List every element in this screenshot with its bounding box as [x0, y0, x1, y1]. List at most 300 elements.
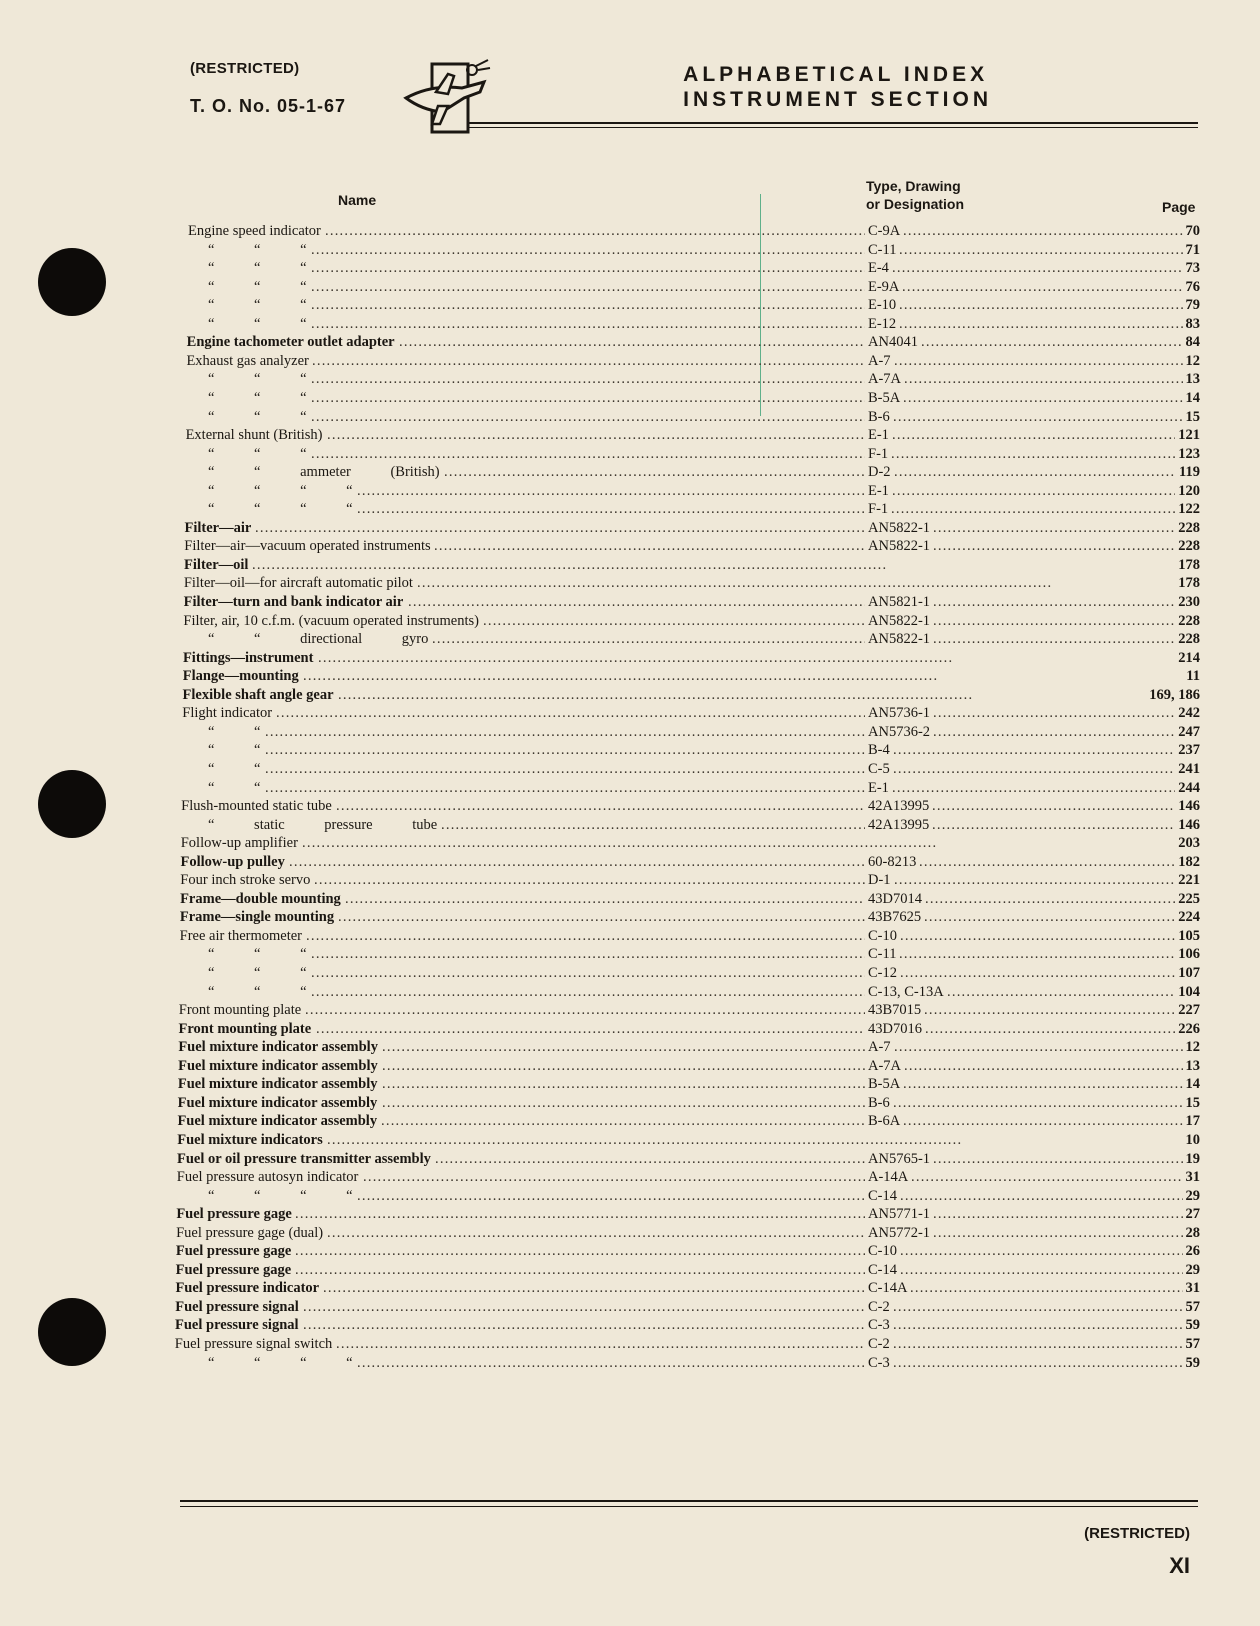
entry-page-number: 19: [1185, 1150, 1200, 1167]
entry-type-designation: AN5821-1: [868, 594, 931, 610]
restricted-marking-top: (RESTRICTED): [190, 60, 300, 77]
entry-page-number: 178: [1178, 575, 1200, 592]
entry-page-number: 169, 186: [1149, 686, 1200, 703]
entry-name: Four inch stroke servo: [180, 872, 311, 889]
entry-page-number: 146: [1178, 816, 1200, 833]
entry-page-number: 241: [1178, 760, 1200, 777]
entry-name: Fuel pressure gage (dual): [176, 1224, 324, 1241]
entry-name: Fuel pressure signal: [175, 1317, 299, 1334]
entry-name: Fuel mixture indicator assembly: [177, 1076, 378, 1093]
entry-type-designation: A-7A: [868, 1057, 902, 1074]
dot-leader: [363, 1167, 865, 1187]
entry-page-number: 31: [1185, 1280, 1200, 1297]
entry-page-number: 13: [1185, 371, 1200, 388]
entry-type-designation: B-6A: [868, 1113, 901, 1130]
index-entry-row: [0, 295, 1260, 315]
dot-leader: [312, 351, 865, 371]
dot-leader: [893, 1334, 1183, 1354]
entry-page-number: 178: [1178, 556, 1200, 573]
title-line-1: ALPHABETICAL INDEX: [683, 63, 989, 86]
entry-type-designation: C-12: [868, 965, 897, 981]
entry-page-number: 203: [1178, 835, 1200, 852]
index-entry-row: [0, 722, 1260, 742]
entry-name: Fuel pressure signal: [175, 1298, 299, 1315]
entry-type-designation: A-7A: [868, 371, 902, 388]
dot-leader: [305, 1000, 865, 1020]
entry-page-number: 120: [1178, 482, 1200, 499]
dot-leader: [902, 277, 1183, 297]
dot-leader: [933, 518, 1175, 538]
dot-leader: [894, 351, 1183, 371]
entry-name: Flush-mounted static tube: [181, 798, 332, 815]
entry-type-designation: AN5736-1: [868, 705, 931, 722]
entry-page-number: 27: [1185, 1206, 1200, 1223]
entry-name: “ “: [208, 742, 261, 759]
index-entry-row: [0, 388, 1260, 408]
dot-leader: [893, 1093, 1183, 1113]
dot-leader: [933, 536, 1175, 556]
entry-name: “ “ “ “: [208, 1187, 353, 1204]
entry-name: Filter—air: [184, 519, 252, 536]
entry-type-designation: D-1: [868, 872, 891, 889]
dot-leader: [306, 926, 865, 946]
dot-leader: [357, 1186, 865, 1206]
dot-leader: [311, 277, 865, 297]
dot-leader: [311, 240, 865, 260]
dot-leader: [900, 1241, 1183, 1261]
index-entry-row: [0, 685, 1260, 705]
dot-leader: [311, 944, 865, 964]
title-line-2: INSTRUMENT SECTION: [683, 88, 992, 111]
entry-name: “ “ “: [208, 278, 307, 295]
dot-leader: [893, 1297, 1183, 1317]
dot-leader: [894, 870, 1175, 890]
dot-leader: [314, 870, 865, 890]
index-entry-row: [0, 1334, 1260, 1354]
dot-leader: [265, 740, 865, 760]
index-entry-row: [0, 1093, 1260, 1113]
technical-order-number: T. O. No. 05-1-67: [190, 96, 347, 116]
dot-leader: [265, 778, 865, 798]
entry-page-number: 182: [1178, 853, 1200, 870]
entry-name: “ “ directional gyro: [208, 631, 429, 648]
index-entry-row: [0, 778, 1260, 798]
entry-name: “ “ “ “: [208, 482, 353, 499]
entry-name: Fuel pressure autosyn indicator: [176, 1169, 359, 1186]
dot-leader: [892, 778, 1175, 798]
dot-leader: [311, 388, 865, 408]
entry-name: Fuel pressure gage: [175, 1243, 292, 1260]
entry-type-designation: 42A13995: [868, 798, 930, 815]
dot-leader: [910, 1278, 1183, 1298]
dot-leader: [311, 444, 865, 464]
index-entry-row: [0, 1204, 1260, 1224]
index-entry-row: [0, 982, 1260, 1002]
entry-name: Engine speed indicator: [188, 223, 321, 239]
dot-leader: [899, 240, 1183, 260]
dot-leader: [925, 889, 1175, 909]
entry-name: Frame—double mounting: [180, 890, 341, 907]
entry-name: Fuel mixture indicator assembly: [177, 1113, 378, 1130]
index-entry-row: [0, 870, 1260, 890]
index-entry-row: [0, 1278, 1260, 1298]
entry-type-designation: C-2: [868, 1298, 890, 1315]
dot-leader: [904, 369, 1183, 389]
entry-type-designation: C-13, C-13A: [868, 983, 944, 1000]
entry-type-designation: C-14A: [868, 1280, 908, 1297]
entry-name: Follow-up amplifier: [180, 835, 298, 852]
index-entry-row: [0, 258, 1260, 278]
index-entry-row: [0, 796, 1260, 816]
dot-leader: [289, 852, 865, 872]
dot-leader: [311, 295, 865, 315]
index-entry-row: [0, 240, 1260, 260]
entry-name: Front mounting plate: [178, 1002, 302, 1019]
dot-leader: [276, 703, 865, 723]
entry-type-designation: AN5736-2: [868, 723, 931, 740]
entry-name: “ “ “: [208, 445, 307, 462]
entry-page-number: 146: [1178, 798, 1200, 815]
entry-name: Flight indicator: [182, 705, 273, 722]
dot-leader: [921, 332, 1183, 352]
dot-leader: [903, 1074, 1183, 1094]
index-entry-row: [0, 425, 1260, 445]
dot-leader: [336, 1334, 865, 1354]
entry-page-number: 14: [1185, 1076, 1200, 1093]
entry-page-number: 11: [1186, 668, 1200, 685]
index-entry-row: [0, 1111, 1260, 1131]
dot-leader: [903, 388, 1183, 408]
dot-leader: [892, 425, 1175, 445]
header-rule: [468, 122, 1198, 124]
dot-leader: [338, 907, 865, 927]
dot-leader: [382, 1037, 865, 1057]
index-entry-row: [0, 536, 1260, 556]
dot-leader: [382, 1074, 865, 1094]
entry-page-number: 57: [1185, 1298, 1200, 1315]
dot-leader: [899, 295, 1183, 315]
entry-page-number: 31: [1185, 1169, 1200, 1186]
entry-page-number: 12: [1185, 352, 1200, 369]
index-entry-row: [0, 1315, 1260, 1335]
entry-type-designation: AN5822-1: [868, 519, 931, 536]
dot-leader: [933, 611, 1175, 631]
dot-leader: [302, 833, 1175, 853]
entry-page-number: 29: [1185, 1261, 1200, 1278]
entry-name: Filter—oil—for aircraft automatic pilot: [183, 575, 413, 592]
entry-page-number: 59: [1185, 1354, 1200, 1371]
dot-leader: [434, 536, 865, 556]
entry-name: “ “ “: [208, 983, 307, 1000]
dot-leader: [311, 982, 865, 1002]
dot-leader: [311, 369, 865, 389]
index-entry-row: [0, 759, 1260, 779]
entry-type-designation: E-10: [868, 297, 897, 314]
entry-page-number: 230: [1178, 594, 1200, 610]
index-entry-row: [0, 481, 1260, 501]
entry-page-number: 227: [1178, 1002, 1200, 1019]
index-entry-row: [0, 1353, 1260, 1373]
header-rule-thin: [468, 127, 1198, 128]
index-entry-row: [0, 314, 1260, 334]
dot-leader: [893, 759, 1175, 779]
dot-leader: [892, 481, 1175, 501]
entry-name: “ “ “: [208, 389, 307, 406]
entry-type-designation: E-12: [868, 315, 897, 332]
entry-type-designation: F-1: [868, 501, 889, 518]
entry-name: Filter—oil: [184, 556, 249, 573]
index-entry-row: [0, 351, 1260, 371]
entry-name: “ “: [208, 723, 261, 740]
entry-page-number: 237: [1178, 742, 1200, 759]
dot-leader: [892, 258, 1183, 278]
index-entry-row: [0, 611, 1260, 631]
entry-name: “ “: [208, 779, 261, 796]
dot-leader: [295, 1260, 865, 1280]
entry-page-number: 10: [1185, 1131, 1200, 1148]
dot-leader: [311, 963, 865, 983]
dot-leader: [893, 1315, 1183, 1335]
entry-page-number: 122: [1178, 501, 1200, 518]
dot-leader: [303, 1297, 865, 1317]
dot-leader: [893, 407, 1183, 427]
entry-type-designation: C-2: [868, 1336, 890, 1352]
entry-page-number: 83: [1185, 315, 1200, 332]
entry-page-number: 242: [1178, 705, 1200, 722]
entry-type-designation: AN5771-1: [868, 1206, 931, 1223]
entry-type-designation: B-5A: [868, 1076, 901, 1093]
dot-leader: [933, 1204, 1183, 1224]
entry-name: Flexible shaft angle gear: [182, 686, 334, 703]
entry-name: “ “ “: [208, 408, 307, 425]
dot-leader: [311, 258, 865, 278]
dot-leader: [933, 1149, 1183, 1169]
entry-page-number: 247: [1178, 723, 1200, 740]
footer-rule-thin: [180, 1506, 1198, 1507]
entry-type-designation: A-14A: [868, 1169, 909, 1186]
entry-name: Frame—single mounting: [179, 909, 335, 926]
dot-leader: [891, 499, 1175, 519]
entry-page-number: 28: [1185, 1224, 1200, 1241]
dot-leader: [265, 759, 865, 779]
entry-page-number: 121: [1178, 427, 1200, 444]
entry-type-designation: AN5822-1: [868, 612, 931, 629]
entry-page-number: 228: [1178, 519, 1200, 536]
dot-leader: [303, 1315, 865, 1335]
entry-page-number: 13: [1185, 1057, 1200, 1074]
dot-leader: [904, 1056, 1183, 1076]
dot-leader: [933, 722, 1175, 742]
index-entry-row: [0, 833, 1260, 853]
dot-leader: [336, 796, 865, 816]
entry-page-number: 73: [1185, 260, 1200, 277]
entry-name: “ “ “: [208, 946, 307, 963]
entry-type-designation: D-2: [868, 464, 891, 481]
entry-type-designation: AN5822-1: [868, 538, 931, 555]
dot-leader: [252, 555, 1175, 575]
dot-leader: [338, 685, 1146, 705]
page-folio: XI: [1169, 1553, 1190, 1578]
dot-leader: [911, 1167, 1183, 1187]
entry-type-designation: C-14: [868, 1187, 897, 1204]
index-entry-row: [0, 1223, 1260, 1243]
dot-leader: [919, 852, 1175, 872]
entry-name: Filter, air, 10 c.f.m. (vacuum operated instruments): [183, 612, 479, 629]
entry-name: “ “ ammeter (British): [208, 464, 440, 481]
index-entry-row: [0, 1260, 1260, 1280]
entry-name: Fuel pressure signal switch: [174, 1336, 333, 1352]
dot-leader: [900, 1186, 1183, 1206]
index-entry-row: [0, 1186, 1260, 1206]
index-entry-row: [0, 926, 1260, 946]
entry-type-designation: AN5772-1: [868, 1224, 931, 1241]
entry-page-number: 214: [1178, 649, 1200, 666]
restricted-marking-bottom: (RESTRICTED): [1084, 1525, 1190, 1542]
entry-name: Fuel pressure gage: [175, 1261, 292, 1278]
entry-page-number: 228: [1178, 538, 1200, 555]
entry-type-designation: E-9A: [868, 278, 900, 295]
entry-name: “ “ “: [208, 241, 307, 258]
entry-page-number: 226: [1178, 1020, 1200, 1037]
entry-page-number: 15: [1185, 1094, 1200, 1111]
dot-leader: [357, 481, 865, 501]
entry-name: Fuel mixture indicators: [177, 1131, 323, 1148]
dot-leader: [932, 796, 1175, 816]
entry-name: “ “ “: [208, 371, 307, 388]
entry-name: “ “ “: [208, 260, 307, 277]
entry-page-number: 14: [1185, 389, 1200, 406]
entry-page-number: 76: [1185, 278, 1200, 295]
entry-type-designation: 43B7015: [868, 1002, 922, 1019]
entry-page-number: 228: [1178, 631, 1200, 648]
dot-leader: [903, 221, 1183, 241]
index-entry-row: [0, 1149, 1260, 1169]
dot-leader: [933, 1223, 1183, 1243]
index-entry-row: [0, 1056, 1260, 1076]
index-entry-row: [0, 889, 1260, 909]
entry-name: “ “ “ “: [208, 501, 353, 518]
entry-page-number: 221: [1178, 872, 1200, 889]
column-header-type-line-2: or Designation: [866, 196, 965, 212]
dot-leader: [444, 462, 865, 482]
index-entry-row: [0, 499, 1260, 519]
dot-leader: [933, 703, 1175, 723]
dot-leader: [891, 444, 1175, 464]
index-entry-row: [0, 740, 1260, 760]
index-entry-row: [0, 332, 1260, 352]
entry-type-designation: 60-8213: [868, 853, 917, 870]
dot-leader: [327, 1130, 1183, 1150]
entry-name: Fuel pressure gage: [176, 1206, 292, 1223]
dot-leader: [295, 1204, 865, 1224]
index-entry-row: [0, 573, 1260, 593]
entry-name: Engine tachometer outlet adapter: [186, 334, 395, 351]
airplane-emblem-icon: [402, 58, 492, 138]
dot-leader: [357, 499, 865, 519]
dot-leader: [417, 573, 1175, 593]
entry-name: Fittings—instrument: [182, 649, 314, 666]
entry-page-number: 12: [1185, 1039, 1200, 1056]
index-entry-row: [0, 1019, 1260, 1039]
dot-leader: [382, 1093, 865, 1113]
dot-leader: [483, 611, 865, 631]
entry-page-number: 70: [1185, 223, 1200, 239]
dot-leader: [316, 1019, 865, 1039]
index-entry-row: [0, 1241, 1260, 1261]
footer-rule: [180, 1500, 1198, 1502]
dot-leader: [947, 982, 1175, 1002]
dot-leader: [303, 666, 1183, 686]
entry-name: Exhaust gas analyzer: [186, 352, 309, 369]
entry-page-number: 224: [1178, 909, 1200, 926]
entry-page-number: 244: [1178, 779, 1200, 796]
dot-leader: [893, 740, 1175, 760]
dot-leader: [357, 1353, 865, 1373]
entry-page-number: 26: [1185, 1243, 1200, 1260]
entry-type-designation: E-1: [868, 482, 889, 499]
dot-leader: [900, 963, 1175, 983]
index-entry-row: [0, 369, 1260, 389]
entry-name: Fuel pressure indicator: [175, 1280, 320, 1297]
entry-name: “ “ “: [208, 297, 307, 314]
entry-type-designation: C-5: [868, 760, 890, 777]
dot-leader: [381, 1111, 865, 1131]
dot-leader: [903, 1111, 1183, 1131]
dot-leader: [893, 1353, 1183, 1373]
entry-name: Fuel or oil pressure transmitter assembly: [177, 1150, 431, 1167]
entry-type-designation: A-7: [868, 1039, 891, 1056]
entry-page-number: 29: [1185, 1187, 1200, 1204]
dot-leader: [325, 221, 865, 241]
dot-leader: [925, 1019, 1175, 1039]
index-entry-row: [0, 1074, 1260, 1094]
index-entry-row: [0, 944, 1260, 964]
entry-name: Front mounting plate: [178, 1020, 312, 1037]
column-header-type: [866, 177, 964, 213]
dot-leader: [435, 1149, 865, 1169]
dot-leader: [318, 648, 1175, 668]
index-entry-row: [0, 518, 1260, 538]
entry-page-number: 105: [1178, 927, 1200, 944]
entry-type-designation: B-6: [868, 408, 890, 425]
entry-type-designation: B-4: [868, 742, 890, 759]
entry-type-designation: 43D7014: [868, 890, 922, 907]
dot-leader: [295, 1241, 865, 1261]
entry-type-designation: C-11: [868, 241, 897, 258]
index-entry-row: [0, 852, 1260, 872]
entry-type-designation: C-14: [868, 1261, 897, 1278]
entry-type-designation: 43D7016: [868, 1020, 922, 1037]
entry-name: External shunt (British): [185, 427, 323, 444]
index-entry-row: [0, 648, 1260, 668]
index-entry-row: [0, 666, 1260, 686]
dot-leader: [900, 926, 1175, 946]
dot-leader: [323, 1278, 865, 1298]
index-entry-row: [0, 963, 1260, 983]
column-header-page: Page: [1162, 199, 1196, 215]
entry-name: Fuel mixture indicator assembly: [177, 1094, 378, 1111]
dot-leader: [924, 1000, 1175, 1020]
dot-leader: [255, 518, 865, 538]
column-header-type-line-1: Type, Drawing: [866, 178, 961, 194]
entry-name: “ static pressure tube: [208, 816, 438, 833]
index-entry-row: [0, 444, 1260, 464]
dot-leader: [932, 815, 1175, 835]
entry-type-designation: E-1: [868, 779, 889, 796]
entry-page-number: 104: [1178, 983, 1200, 1000]
dot-leader: [327, 1223, 865, 1243]
index-entry-row: [0, 703, 1260, 723]
